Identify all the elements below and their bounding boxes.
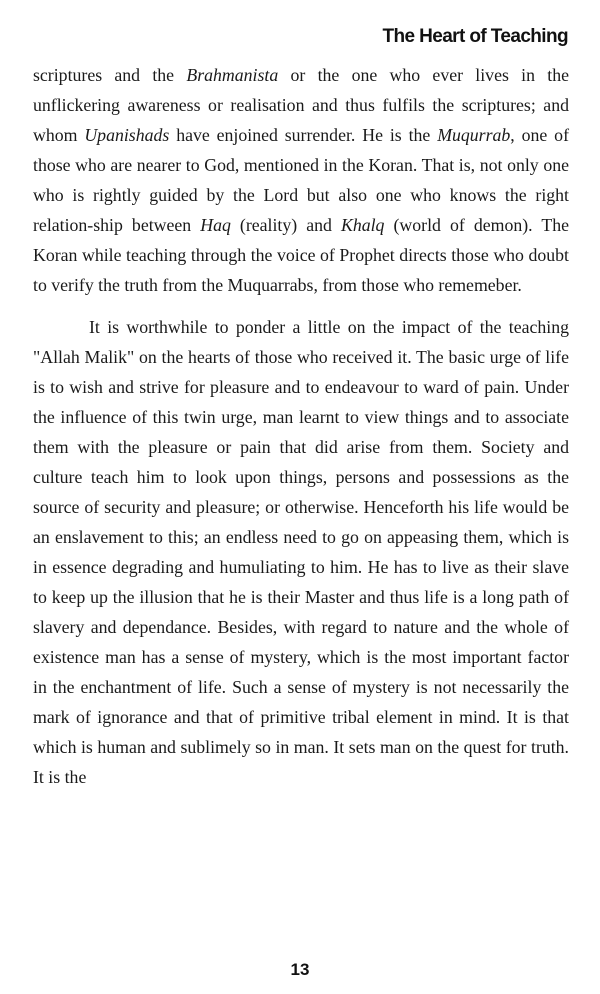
paragraph-1 [33, 60, 569, 300]
italic-term-khalq: Khalq [340, 215, 385, 235]
italic-term-muqurrab: Muqurrab [437, 125, 511, 145]
running-header-title: The Heart of Teaching [382, 26, 568, 47]
text-run: or the one who ever lives in the unflickering awareness or realisation and thus fulfils the scriptures; and whom [33, 65, 569, 145]
paragraph-2 [33, 312, 569, 792]
italic-term-brahmanista: Brahmanista [186, 65, 279, 85]
text-run: It is worthwhile to ponder a little on the impact of the teaching "Allah Malik" on the hearts of those who received it. The basic urge of life is to wish and strive for pleasure and to endeavour to ward of pain. Under the influence of this twin urge, man learnt to view things and to associate them with the pleasure or pain that did arise from them. Society and culture teach him to look upon things, persons and possessions as the source of security and pleasure; or otherwise. Henceforth his life would be an enslavement to this; an endless need to go on appeasing them, which is in essence degrading and humuliating to him. He has to live as their slave to keep up the illusion that he is their Master and thus life is a long path of slavery and dependance. Besides, with regard to nature and the whole of existence man has a sense of mystery, which is the most important factor in the enchantment of life. Such a sense of mystery is not necessarily the mark of ignorance and that of primitive tribal element in mind. It is that which is human and sublimely so in man. It sets man on the quest for truth. It is the [33, 317, 569, 787]
text-run: (world of demon). The Koran while teaching through the voice of Prophet directs those who doubt to verify the truth from the Muquarrabs, from those who rememeber. [33, 215, 569, 295]
text-run: (reality) and [230, 215, 341, 235]
text-run: , one of those who are nearer to God, mentioned in the Koran. That is, not only one who is rightly guided by the Lord but also one who knows the right relation-ship between [33, 125, 569, 235]
text-run: have enjoined surrender. He is the [169, 125, 438, 145]
italic-term-haq: Haq [200, 215, 231, 235]
italic-term-upanishads: Upanishads [84, 125, 170, 145]
text-run: scriptures and the [33, 65, 187, 85]
page-number: 13 [290, 960, 310, 979]
body-text [33, 60, 569, 792]
